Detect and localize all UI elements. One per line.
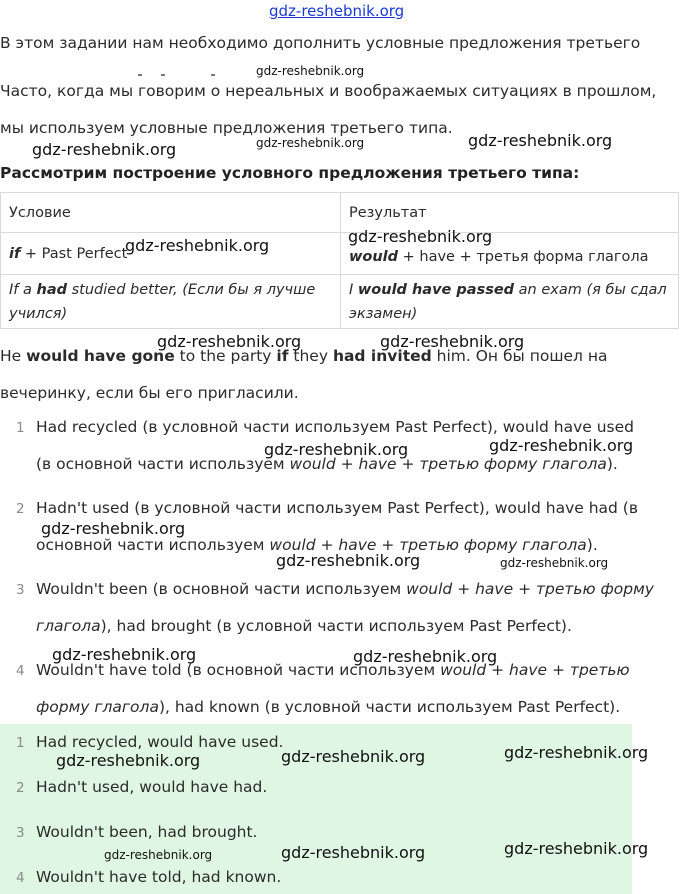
would-keyword: would: [349, 248, 399, 265]
e4-b: ), had known (в условной части используем Past Perfect).: [158, 698, 621, 716]
watermark: gdz-reshebnik.org: [348, 227, 493, 246]
watermark: gdz-reshebnik.org: [489, 436, 634, 455]
intro-line-2: Часто, когда мы говорим о нереальных и воображаемых ситуациях в прошлом,: [0, 82, 657, 100]
ex-a: He: [0, 347, 27, 365]
example-condition: [1, 275, 341, 329]
watermark: gdz-reshebnik.org: [281, 843, 426, 862]
example-condition-d: учился): [9, 305, 68, 322]
watermark: gdz-reshebnik.org: [104, 848, 213, 862]
e4-i2: форму глагола: [36, 698, 159, 716]
e3-a: Wouldn't been (в основной части используем: [36, 580, 407, 598]
explanation-3-line1: [36, 580, 654, 598]
intro-line-1: В этом задании нам необходимо дополнить условные предложения третьего: [0, 34, 641, 52]
ex-c: to the party: [174, 347, 277, 365]
watermark: gdz-reshebnik.org: [281, 747, 426, 766]
list-number: 1: [16, 735, 25, 751]
answer-2: Hadn't used, would have had.: [36, 778, 268, 796]
e2-b: ).: [586, 536, 598, 554]
e1-b: ).: [606, 455, 618, 473]
answer-4: Wouldn't have told, had known.: [36, 868, 282, 886]
e2-i: would + have + третью форму глагола: [269, 536, 587, 554]
explanation-2-line1: Hadn't used (в условной части используем Past Perfect), would have had (в: [36, 499, 638, 517]
example-condition-a: If a: [9, 281, 37, 298]
watermark: gdz-reshebnik.org: [157, 332, 302, 351]
answer-1: Had recycled, would have used.: [36, 733, 284, 751]
formula-result-text: + have + третья форма глагола: [398, 248, 649, 265]
site-title-link[interactable]: gdz-reshebnik.org: [269, 2, 405, 20]
watermark: gdz-reshebnik.org: [380, 332, 525, 351]
redaction-mark: [161, 74, 165, 76]
redaction-mark: [211, 74, 215, 76]
e4-i: would + have + третью: [440, 661, 630, 679]
example-result-bold: would have passed: [357, 281, 515, 298]
answer-3: Wouldn't been, had brought.: [36, 823, 258, 841]
list-number: 1: [16, 420, 25, 436]
example-result-d: экзамен): [349, 305, 418, 322]
explanation-3-line2: [36, 617, 572, 635]
e1-i: would + have + третью форму глагола: [289, 455, 607, 473]
ex-d: if: [276, 347, 289, 365]
example-sentence-line2: вечеринку, если бы его пригласили.: [0, 384, 299, 402]
example-condition-c: studied better, (Если бы я лучше: [67, 281, 316, 298]
list-number: 3: [16, 582, 25, 598]
watermark: gdz-reshebnik.org: [41, 519, 186, 538]
header-condition: Условие: [1, 193, 341, 233]
redaction-mark: [138, 74, 142, 76]
watermark: gdz-reshebnik.org: [353, 647, 498, 666]
header-result: Результат: [341, 193, 679, 233]
e3-i: would + have + третью форму: [406, 580, 654, 598]
ex-g: him. Он бы пошел на: [431, 347, 608, 365]
e4-a: Wouldn't have told (в основной части используем: [36, 661, 441, 679]
list-number: 4: [16, 870, 25, 886]
explanation-4-line2: [36, 698, 620, 716]
section-heading: Рассмотрим построение условного предложения третьего типа:: [0, 164, 580, 182]
e2-a: основной части используем: [36, 536, 270, 554]
list-number: 4: [16, 663, 25, 679]
example-result-a: I: [349, 281, 358, 298]
watermark: gdz-reshebnik.org: [276, 551, 421, 570]
example-result-c: an exam (я бы сдал: [514, 281, 667, 298]
past-perfect-text: + Past Perfect: [20, 245, 128, 262]
ex-b: would have gone: [26, 347, 175, 365]
watermark: gdz-reshebnik.org: [264, 440, 409, 459]
watermark: gdz-reshebnik.org: [468, 131, 613, 150]
explanation-1-line1: Had recycled (в условной части используем Past Perfect), would have used: [36, 418, 635, 436]
e1-a: (в основной части используем: [36, 455, 290, 473]
watermark: gdz-reshebnik.org: [256, 64, 365, 78]
watermark: gdz-reshebnik.org: [52, 645, 197, 664]
watermark: gdz-reshebnik.org: [32, 140, 177, 159]
e3-i2: глагола: [36, 617, 101, 635]
watermark: gdz-reshebnik.org: [504, 839, 649, 858]
list-number: 2: [16, 501, 25, 517]
if-keyword: if: [9, 245, 21, 262]
list-number: 2: [16, 780, 25, 796]
example-result: [341, 275, 679, 329]
watermark: gdz-reshebnik.org: [125, 236, 270, 255]
watermark: gdz-reshebnik.org: [504, 743, 649, 762]
list-number: 3: [16, 825, 25, 841]
example-condition-had: had: [36, 281, 67, 298]
ex-f: had invited: [332, 347, 432, 365]
watermark: gdz-reshebnik.org: [56, 751, 201, 770]
ex-e: they: [288, 347, 333, 365]
intro-line-3: мы используем условные предложения третьего типа.: [0, 119, 453, 137]
conditional-rules-table: [0, 192, 679, 329]
watermark: gdz-reshebnik.org: [256, 136, 365, 150]
watermark: gdz-reshebnik.org: [500, 556, 609, 570]
e3-b: ), had brought (в условной части используем Past Perfect).: [100, 617, 572, 635]
